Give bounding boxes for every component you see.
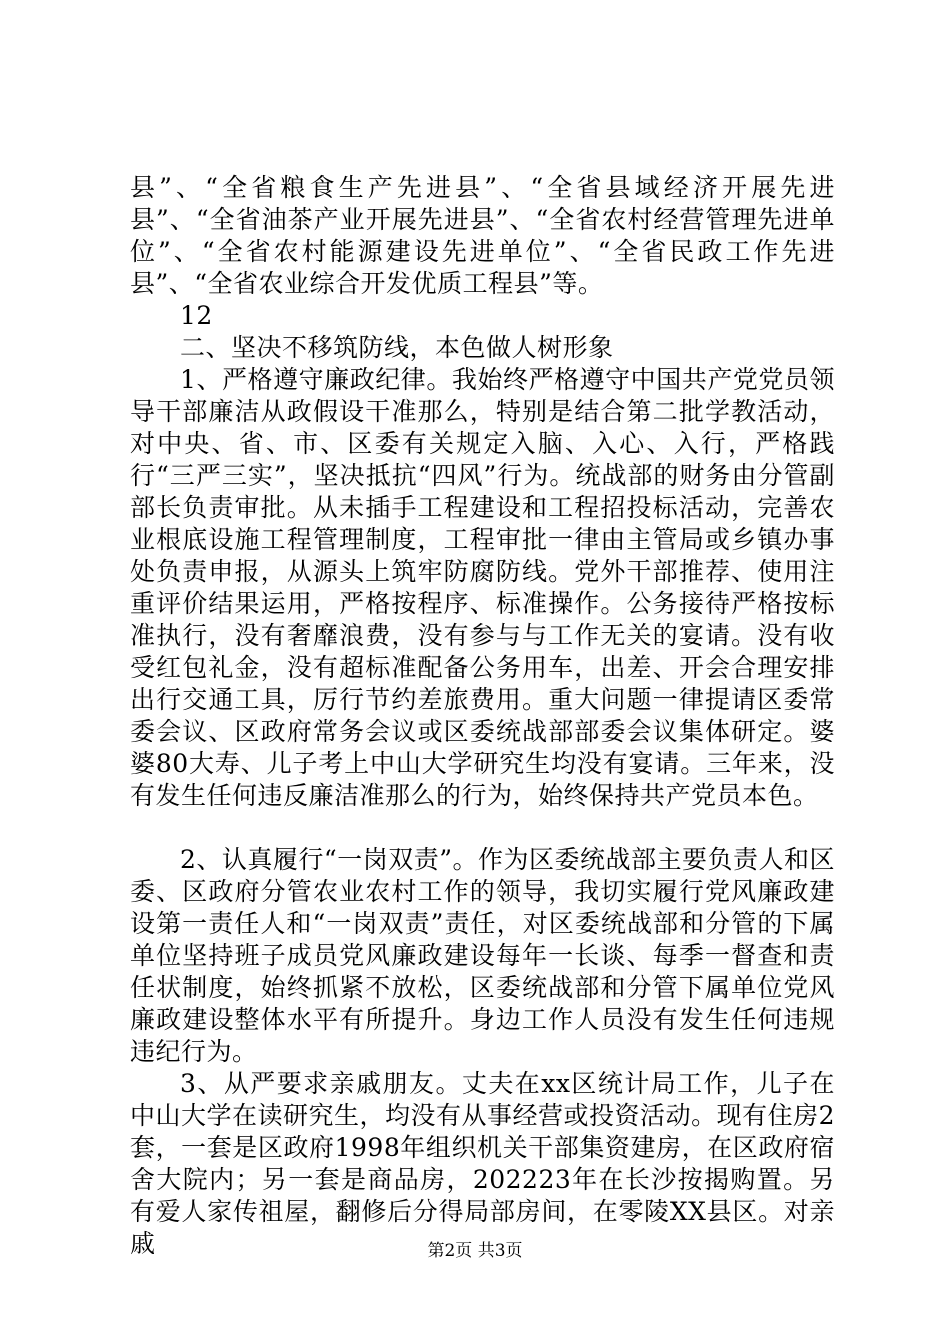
paragraph-gap [130,812,835,844]
paragraph-number: 12 [180,301,213,330]
paragraph-honors-list: 县”、“全省粮食生产先进县”、“全省县域经济开展先进县”、“全省油茶产业开展先进县”、“全省农村经营管理先进单位”、“全省农村能源建设先进单位”、“全省民政工作先进县”、“全省农业综合开发优质工程县”等。 [130,173,835,298]
paragraph-discipline: 1、严格遵守廉政纪律。我始终严格遵守中国共产党党员领导干部廉洁从政假设干准那么，特别是结合第二批学教活动，对中央、省、市、区委有关规定入脑、入心、入行，严格践行“三严三实”，坚决抵抗“四风”行为。统战部的财务由分管副部长负责审批。从未插手工程建设和工程招投标活动，完善农业根底设施工程管理制度，工程审批一律由主管局或乡镇办事处负责申报，从源头上筑牢防腐防线。党外干部推荐、使用注重评价结果运用，严格按程序、标准操作。公务接待严格按标准执行，没有奢靡浪费，没有参与与工作无关的宴请。没有收受红包礼金，没有超标准配备公务用车，出差、开会合理安排出行交通工具，厉行节约差旅费用。重大问题一律提请区委常委会议、区政府常务会议或区委统战部部委会议集体研定。婆婆80大寿、儿子考上中山大学研究生均没有宴请。三年来，没有发生任何违反廉洁准那么的行为，始终保持共产党员本色。 [130,365,835,810]
paragraph-responsibility: 2、认真履行“一岗双责”。作为区委统战部主要负责人和区委、区政府分管农业农村工作的领导，我切实履行党风廉政建设第一责任人和“一岗双责”责任，对区委统战部和分管的下属单位坚持班子成员党风廉政建设每年一长谈、每季一督查和责任状制度，始终抓紧不放松，区委统战部和分管下属单位党风廉政建设整体水平有所提升。身边工作人员没有发生任何违规违纪行为。 [130,845,835,1066]
document-body [130,172,835,1260]
paragraph-family: 3、从严要求亲戚朋友。丈夫在xx区统计局工作，儿子在中山大学在读研究生，均没有从事经营或投资活动。现有住房2套，一套是区政府1998年组织机关干部集资建房，在区政府宿舍大院内；另一套是商品房，202223年在长沙按揭购置。另有爱人家传祖屋，翻修后分得局部房间，在零陵XX县区。对亲戚 [130,1069,835,1258]
section-heading: 二、坚决不移筑防线，本色做人树形象 [180,333,614,362]
page-footer: 第2页 共3页 [427,1241,523,1261]
